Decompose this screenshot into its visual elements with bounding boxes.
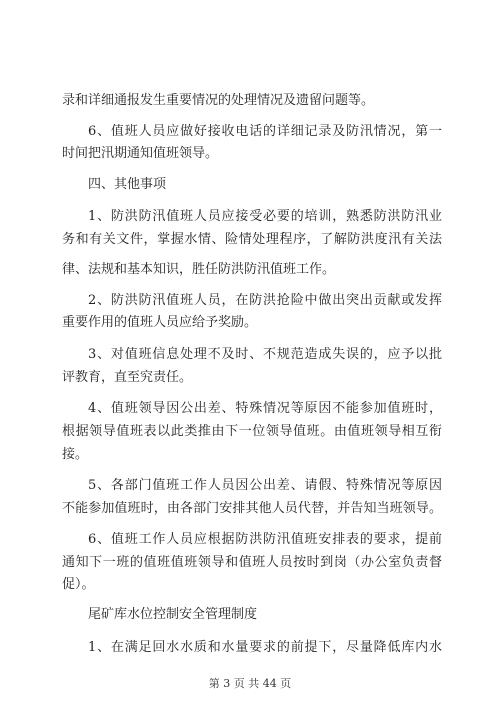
text-line: 重要作用的值班人员应给予奖励。	[62, 315, 258, 330]
section-title: 尾矿库水位控制安全管理制度	[88, 607, 258, 622]
text-line: 1、防洪防汛值班人员应接受必要的培训，熟悉防洪防汛业	[88, 209, 442, 224]
text-line: 评教育，直至究责任。	[62, 370, 193, 385]
page-footer: 第 3 页 共 44 页	[208, 677, 292, 690]
text-line: 时间把汛期通知值班领导。	[62, 146, 219, 161]
text-line: 6、值班人员应做好接收电话的详细记录及防汛情况，第一	[88, 124, 442, 139]
text-line: 接。	[62, 447, 89, 462]
text-line: 务和有关文件，掌握水情、险情处理程序，了解防洪度汛有关法	[62, 232, 442, 247]
text-line: 促）。	[62, 577, 95, 592]
text-line: 3、对值班信息处理不及时、不规范造成失误的，应予以批	[88, 347, 442, 362]
text-line: 2、防洪防汛值班人员，在防洪抢险中做出突出贡献或发挥	[88, 293, 442, 308]
text-line: 5、各部门值班工作人员因公出差、请假、特殊情况等原因	[88, 478, 442, 493]
section-heading: 四、其他事项	[88, 177, 167, 192]
text-line: 1、在满足回水水质和水量要求的前提下，尽量降低库内水	[88, 640, 442, 655]
text-line: 根据领导值班表以此类推由下一位领导值班。由值班领导相互衔	[62, 424, 442, 439]
text-line: 律、法规和基本知识，胜任防洪防汛值班工作。	[62, 262, 336, 277]
text-line: 4、值班领导因公出差、特殊情况等原因不能参加值班时，	[88, 401, 442, 416]
text-line: 通知下一班的值班值班领导和值班人员按时到岗（办公室负责督	[62, 555, 442, 570]
text-line: 6、值班工作人员应根据防洪防汛值班安排表的要求，提前	[88, 532, 442, 547]
text-line: 不能参加值班时，由各部门安排其他人员代替，并告知当班领导。	[62, 501, 442, 516]
text-line: 录和详细通报发生重要情况的处理情况及遗留问题等。	[62, 93, 375, 108]
